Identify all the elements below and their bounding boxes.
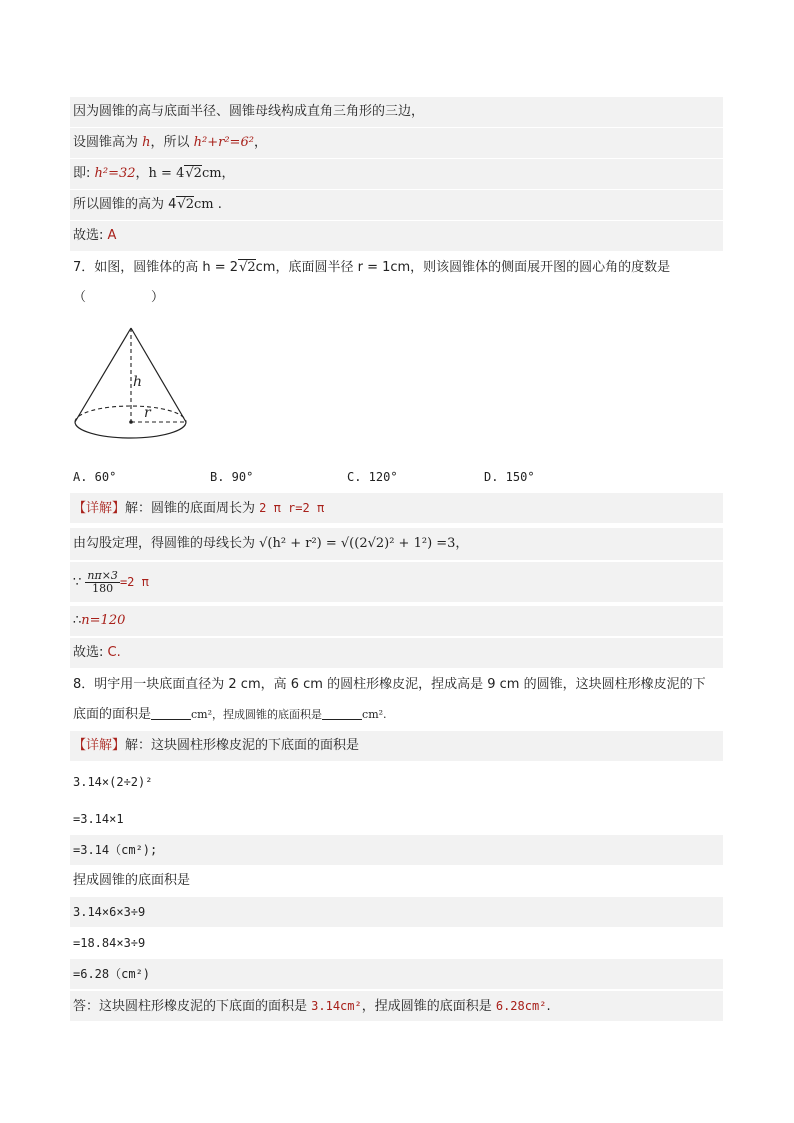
figure-label-h: h xyxy=(133,374,143,390)
solution-line xyxy=(70,128,723,158)
math-expression: ，h = 4 xyxy=(135,166,185,181)
solution-text: 由勾股定理，得圆锥的母线长为 xyxy=(73,536,260,551)
solution-line xyxy=(70,638,723,668)
sqrt-radicand: 2 xyxy=(185,197,194,212)
unit-text: cm . xyxy=(193,197,222,212)
question-stem xyxy=(70,670,723,700)
question-blank xyxy=(70,283,723,313)
answer-line xyxy=(70,991,723,1021)
solution-text: 即: xyxy=(73,166,95,181)
unit-text: cm， xyxy=(201,166,235,181)
solution-text: 捏成圆锥的底面积是 xyxy=(73,873,191,888)
math-var: h xyxy=(142,135,151,150)
question-text: cm²，捏成圆锥的底面积是 xyxy=(191,708,323,721)
sqrt-expression: √2 xyxy=(185,166,202,181)
question-text: 7．如图，圆锥体的高 h = 2 xyxy=(73,260,239,275)
solution-text: 因为圆锥的高与底面半径、圆锥母线构成直角三角形的三边， xyxy=(73,104,425,119)
math-expression: 3.14×(2÷2)² xyxy=(73,775,153,789)
option-a[interactable]: A. 60° xyxy=(73,470,117,484)
solution-line xyxy=(70,606,723,636)
sqrt-radicand: 2 xyxy=(247,260,256,275)
question-stem xyxy=(70,700,723,730)
answer-value: A xyxy=(107,228,117,243)
cone-center-point xyxy=(129,420,133,424)
solution-text: 解：这块圆柱形橡皮泥的下底面的面积是 xyxy=(125,738,360,753)
math-expression: √(h² + r²) = √((2√2)² + 1²) =3， xyxy=(259,536,469,551)
solution-line xyxy=(70,190,723,220)
fill-blank[interactable] xyxy=(151,705,191,720)
cone-base-front xyxy=(75,422,186,438)
solution-line xyxy=(70,866,723,896)
cone-slant-left xyxy=(75,328,131,422)
math-expression: 2 π r=2 π xyxy=(259,501,325,515)
solution-tag: 【详解】 xyxy=(73,501,126,516)
solution-line xyxy=(70,97,723,127)
answer-text: ，捏成圆锥的底面积是 xyxy=(361,999,496,1014)
solution-line xyxy=(70,804,723,834)
therefore-symbol: ∴ xyxy=(73,613,82,628)
solution-line xyxy=(70,159,723,189)
option-d[interactable]: D. 150° xyxy=(484,470,535,484)
math-expression: n=120 xyxy=(81,613,126,628)
math-expression: h²+r²=6² xyxy=(193,135,254,150)
because-symbol: ∵ xyxy=(73,575,86,590)
fraction-numerator: nπ×3 xyxy=(87,569,118,582)
solution-text: 所以圆锥的高为 4 xyxy=(73,197,177,212)
solution-tag: 【详解】 xyxy=(73,738,126,753)
solution-text: 设圆锥高为 xyxy=(73,135,143,150)
option-c[interactable]: C. 120° xyxy=(347,470,398,484)
question-stem xyxy=(70,253,723,283)
solution-line xyxy=(70,731,723,761)
solution-line xyxy=(70,562,723,602)
answer-label: 故选: xyxy=(73,228,108,243)
fraction xyxy=(85,570,120,595)
math-expression: h²=32 xyxy=(94,166,136,181)
math-expression: =3.14（cm²); xyxy=(73,843,158,857)
sqrt-expression: √2 xyxy=(239,260,256,275)
sqrt-radicand: 2 xyxy=(193,166,202,181)
answer-value: C. xyxy=(107,645,121,660)
solution-line xyxy=(70,897,723,927)
solution-line xyxy=(70,959,723,989)
answer-text: 答：这块圆柱形橡皮泥的下底面的面积是 xyxy=(73,999,312,1014)
math-expression: 3.14×6×3÷9 xyxy=(73,905,146,919)
solution-line xyxy=(70,767,723,797)
answer-text: . xyxy=(546,999,551,1014)
fraction-denominator: 180 xyxy=(92,582,114,595)
option-b[interactable]: B. 90° xyxy=(210,470,254,484)
options-row xyxy=(70,462,723,492)
solution-line xyxy=(70,493,723,523)
fill-blank[interactable] xyxy=(322,705,362,720)
math-expression: =2 π xyxy=(119,575,149,589)
question-text: 底面的面积是 xyxy=(73,707,152,722)
solution-line xyxy=(70,528,723,560)
math-expression: =6.28（cm²) xyxy=(73,967,151,981)
math-expression: =3.14×1 xyxy=(73,812,124,826)
sqrt-expression: √2 xyxy=(177,197,194,212)
solution-text: ， xyxy=(253,135,267,150)
math-expression: =18.84×3÷9 xyxy=(73,936,146,950)
solution-line xyxy=(70,835,723,865)
figure-label-r: r xyxy=(144,405,151,421)
answer-value: 6.28cm² xyxy=(495,999,547,1013)
solution-text: 解：圆锥的底面周长为 xyxy=(125,501,260,516)
unit-text: cm². xyxy=(362,708,387,721)
question-text: 8．明宇用一块底面直径为 2 cm，高 6 cm 的圆柱形橡皮泥，捏成高是 9 cm 的圆锥，这块圆柱形橡皮泥的下 xyxy=(73,677,706,692)
solution-line xyxy=(70,928,723,958)
cone-figure xyxy=(70,322,190,444)
question-text: cm，底面圆半径 r = 1cm，则该圆锥体的侧面展开图的圆心角的度数是 xyxy=(255,260,671,275)
answer-blank: （ ） xyxy=(73,290,165,305)
solution-line xyxy=(70,221,723,251)
answer-label: 故选: xyxy=(73,645,108,660)
solution-text: ，所以 xyxy=(150,135,194,150)
answer-value: 3.14cm² xyxy=(311,999,362,1013)
